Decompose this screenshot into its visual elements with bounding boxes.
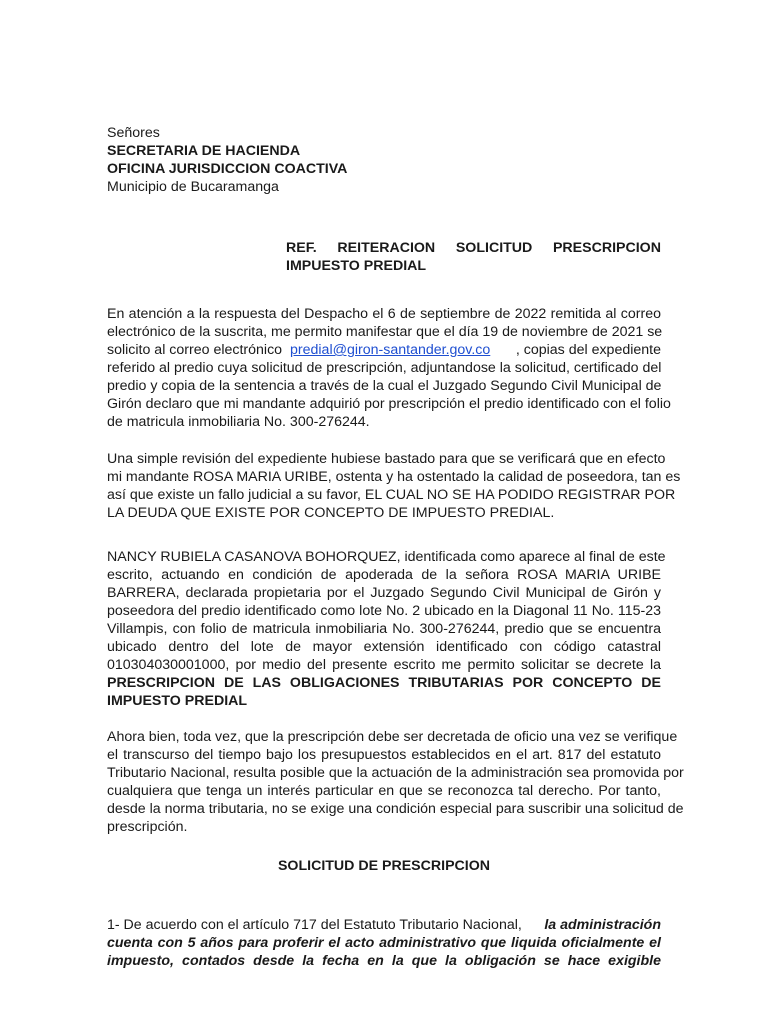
reference-subject: IMPUESTO PREDIAL (286, 258, 427, 274)
paragraph-line: LA DEUDA QUE EXISTE POR CONCEPTO DE IMPUESTO PREDIAL. (107, 505, 555, 521)
paragraph-line: NANCY RUBIELA CASANOVA BOHORQUEZ, identificada como aparece al final de este (107, 549, 666, 565)
paragraph-line: cualquiera que tenga un interés particular en que se reconozca tal derecho. Por tanto, (107, 783, 661, 799)
paragraph-line: poseedora del predio identificado como lote No. 2 ubicado en la Diagonal 11 No. 115-23 (107, 603, 661, 619)
email-link[interactable]: predial@giron-santander.gov.co (290, 342, 491, 358)
paragraph-line: desde la norma tributaria, no se exige una condición especial para suscribir una solicitud de (107, 801, 684, 817)
paragraph-line: En atención a la respuesta del Despacho el 6 de septiembre de 2022 remitida al correo (107, 306, 661, 322)
paragraph-line: referido al predio cuya solicitud de prescripción, adjuntandose la solicitud, certificado del (107, 360, 662, 376)
paragraph-line: electrónico de la suscrita, me permito manifestar que el día 19 de noviembre de 2021 se (107, 324, 663, 340)
paragraph-line (107, 916, 661, 934)
recipient-office: OFICINA JURISDICCION COACTIVA (107, 161, 348, 177)
paragraph-line: Ahora bien, toda vez, que la prescripción debe ser decretada de oficio una vez se verifique (107, 729, 678, 745)
request-heading: PRESCRIPCION DE LAS OBLIGACIONES TRIBUTARIAS POR CONCEPTO DE (107, 675, 661, 691)
ref-word: REF. (286, 240, 317, 256)
text-segment: solicito al correo electrónico (107, 342, 286, 358)
reference-line (286, 239, 661, 257)
paragraph-line: prescripción. (107, 819, 188, 835)
text-segment: 1- De acuerdo con el artículo 717 del Estatuto Tributario Nacional, (107, 917, 526, 933)
salutation: Señores (107, 125, 160, 141)
paragraph-line-emphasis: impuesto, contados desde la fecha en la que la obligación se hace exigible (107, 953, 661, 969)
paragraph-line: Villampis, con folio de matricula inmobiliaria No. 300-276244, predio que se encuentra (107, 621, 661, 637)
paragraph-line: Girón declaro que mi mandante adquirió por prescripción el predio identificado con el folio (107, 396, 671, 412)
paragraph-line: así que existe un fallo judicial a su favor, EL CUAL NO SE HA PODIDO REGISTRAR POR (107, 487, 676, 503)
text-segment-emphasis: la administración (544, 917, 661, 933)
paragraph-line: mi mandante ROSA MARIA URIBE, ostenta y ha ostentado la calidad de poseedora, tan es (107, 469, 681, 485)
request-heading: IMPUESTO PREDIAL (107, 693, 248, 709)
paragraph-line: predio y copia de la sentencia a través de la cual el Juzgado Segundo Civil Municipal de (107, 378, 662, 394)
recipient-department: SECRETARIA DE HACIENDA (107, 143, 301, 159)
ref-word: PRESCRIPCION (552, 240, 661, 256)
section-title: SOLICITUD DE PRESCRIPCION (277, 858, 491, 874)
paragraph-line: ubicado dentro del lote de mayor extensión identificado con código catastral (107, 639, 661, 655)
paragraph-line: el transcurso del tiempo bajo los presupuestos establecidos en el art. 817 del estatuto (107, 747, 661, 763)
recipient-municipality: Municipio de Bucaramanga (107, 179, 279, 195)
paragraph-line (107, 341, 661, 359)
ref-word: REITERACION (337, 240, 436, 256)
ref-word: SOLICITUD (455, 240, 533, 256)
paragraph-line: Una simple revisión del expediente hubiese bastado para que se verificará que en efecto (107, 451, 666, 467)
paragraph-line-emphasis: cuenta con 5 años para proferir el acto administrativo que liquida oficialmente el (107, 935, 661, 951)
paragraph-line: Tributario Nacional, resulta posible que la actuación de la administración sea promovida por (107, 765, 684, 781)
paragraph-line: de matricula inmobiliaria No. 300-276244. (107, 414, 370, 430)
paragraph-line: escrito, actuando en condición de apoderada de la señora ROSA MARIA URIBE (107, 567, 661, 583)
text-segment: , copias del expediente (515, 342, 661, 358)
paragraph-line: BARRERA, declarada propietaria por el Juzgado Segundo Civil Municipal de Girón y (107, 585, 661, 601)
paragraph-line: 010304030001000, por medio del presente escrito me permito solicitar se decrete la (107, 657, 661, 673)
